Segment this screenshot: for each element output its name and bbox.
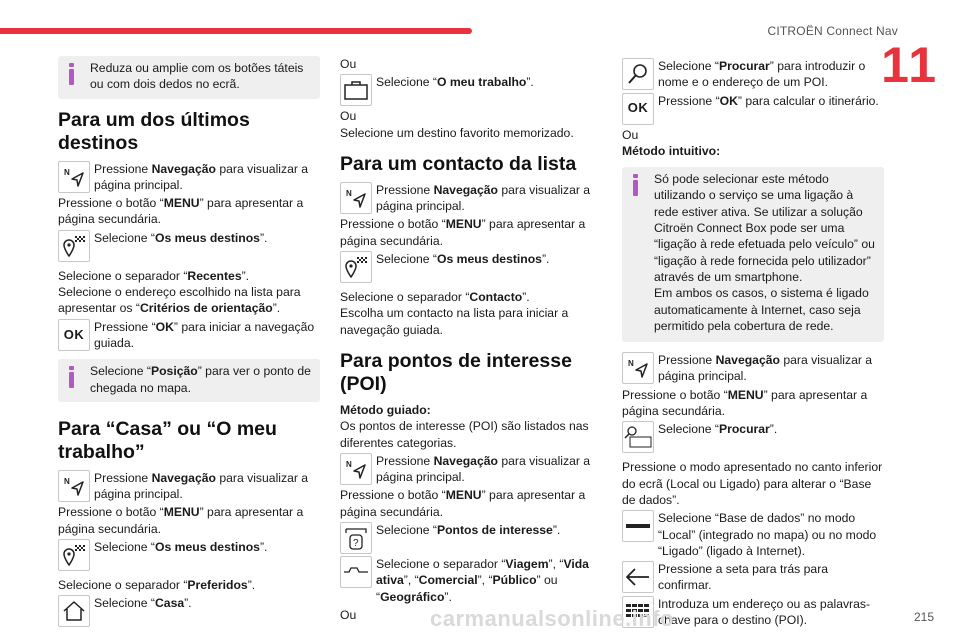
step-favorite: Selecione um destino favorito memorizado. bbox=[340, 125, 574, 140]
section-heading: Para um dos últimos destinos bbox=[58, 108, 250, 154]
step-choose-contact: Escolha um contacto na lista para iniciar a navegação guiada. bbox=[340, 306, 569, 337]
ok-button-icon: OK bbox=[58, 319, 90, 351]
poi-question-icon bbox=[340, 522, 372, 554]
search-abc-icon bbox=[622, 421, 654, 453]
chapter-number: 11 bbox=[881, 37, 938, 93]
step-my-destinations: Selecione “Os meus destinos”. bbox=[340, 251, 602, 283]
step-ok: OK Pressione “OK” para iniciar a navegação guiada. bbox=[58, 319, 320, 352]
info-note bbox=[622, 167, 884, 342]
header-title: CITROËN Connect Nav bbox=[767, 24, 898, 38]
step-ok: OK Pressione “OK” para calcular o itinerário. bbox=[622, 93, 884, 125]
step-select-category-tab: Selecione o separador “Viagem”, “Vida ativa”, “Comercial”, “Público” ou “Geográfico”. bbox=[340, 556, 602, 605]
column-3 bbox=[622, 56, 884, 630]
header-red-bar bbox=[0, 28, 472, 34]
note-text: Reduza ou amplie com os botões táteis ou com dois dedos no ecrã. bbox=[90, 61, 304, 92]
step-keywords: Introduza um endereço ou as palavras-chave para o destino (POI). bbox=[622, 596, 884, 629]
svg-text:N: N bbox=[64, 476, 70, 486]
step-search: Selecione “Procurar” para introduzir o nome e o endereço de um POI. bbox=[622, 58, 884, 91]
section-heading: Para “Casa” ou “O meu trabalho” bbox=[58, 417, 277, 463]
step-my-work: Selecione “O meu trabalho”. bbox=[340, 74, 602, 106]
svg-text:N: N bbox=[346, 188, 352, 198]
step-tab-recent: Selecione o separador “Recentes”. bbox=[58, 268, 250, 283]
info-icon bbox=[69, 366, 74, 388]
svg-text:N: N bbox=[64, 167, 70, 177]
step-navigation: N Pressione Navegação para visualizar a página principal. bbox=[340, 453, 602, 486]
watermark: carmanualsonline.info bbox=[430, 606, 674, 631]
navigation-icon bbox=[340, 182, 372, 214]
or-text: Ou bbox=[340, 109, 357, 124]
navigation-icon bbox=[58, 161, 90, 193]
step-home: Selecione “Casa”. bbox=[58, 595, 320, 627]
poi-description: Os pontos de interesse (POI) são listados nas diferentes categorias. bbox=[340, 419, 589, 450]
step-search: Selecione “Procurar”. bbox=[622, 421, 884, 453]
step-database: Selecione “Base de dados” no modo “Local” (integrado no mapa) ou no modo “Ligado” (ligado à Internet). bbox=[622, 510, 884, 559]
column-1 bbox=[58, 56, 320, 629]
step-back: Pressione a seta para trás para confirmar. bbox=[622, 561, 884, 594]
destination-pin-icon bbox=[58, 539, 90, 571]
step-my-destinations: Selecione “Os meus destinos”. bbox=[58, 539, 320, 571]
destination-pin-icon bbox=[58, 230, 90, 262]
step-my-destinations: Selecione “Os meus destinos”. bbox=[58, 230, 320, 262]
info-icon bbox=[633, 174, 638, 196]
step-tab-favorites: Selecione o separador “Preferidos”. bbox=[58, 578, 256, 593]
method-label: Método guiado: bbox=[340, 402, 431, 417]
back-arrow-icon bbox=[622, 561, 654, 593]
step-menu: Pressione o botão “MENU” para apresentar a página secundária. bbox=[58, 196, 304, 227]
ok-button-icon: OK bbox=[622, 93, 654, 125]
briefcase-icon bbox=[340, 74, 372, 106]
navigation-icon bbox=[58, 470, 90, 502]
svg-text:?: ? bbox=[353, 538, 359, 550]
step-navigation: N Pressione Navegação para visualizar a página principal. bbox=[58, 470, 320, 503]
step-tab-contact: Selecione o separador “Contacto”. bbox=[340, 290, 530, 305]
info-icon bbox=[69, 63, 74, 85]
section-heading: Para um contacto da lista bbox=[340, 152, 577, 175]
step-mode: Pressione o modo apresentado no canto inferior do ecrã (Local ou Ligado) para alterar o “Base de dados”. bbox=[622, 460, 883, 507]
method-label: Método intuitivo: bbox=[622, 143, 721, 158]
column-2 bbox=[340, 56, 602, 623]
navigation-icon bbox=[340, 453, 372, 485]
database-bar-icon bbox=[622, 510, 654, 542]
tabs-icon bbox=[340, 556, 372, 588]
or-text: Ou bbox=[340, 607, 357, 622]
step-menu: Pressione o botão “MENU” para apresentar a página secundária. bbox=[622, 387, 868, 419]
step-navigation: N Pressione Navegação para visualizar a página principal. bbox=[340, 182, 602, 215]
or-text: Ou bbox=[622, 127, 639, 142]
step-menu: Pressione o botão “MENU” para apresentar a página secundária. bbox=[340, 488, 586, 519]
or-text: Ou bbox=[340, 57, 357, 71]
step-navigation: N Pressione Navegação para visualizar a página principal. bbox=[622, 352, 884, 385]
step-menu: Pressione o botão “MENU” para apresentar a página secundária. bbox=[340, 217, 586, 248]
search-icon bbox=[622, 58, 654, 90]
note-text: Selecione “Posição” para ver o ponto de chegada no mapa. bbox=[90, 364, 311, 395]
svg-text:N: N bbox=[628, 359, 634, 369]
info-note bbox=[58, 56, 320, 99]
note-text: Só pode selecionar este método utilizando o serviço se uma ligação à rede estiver ativa. Se utilizar a solução Citroën Connect Box pode ser uma “ligação à rede efetuada pelo veículo” ou “ligação à rede fornecida pelo utilizador” através de um smartphone. bbox=[654, 172, 875, 284]
page-number: 215 bbox=[913, 610, 934, 624]
step-menu: Pressione o botão “MENU” para apresentar a página secundária. bbox=[58, 505, 304, 536]
svg-text:N: N bbox=[346, 459, 352, 469]
destination-pin-icon bbox=[340, 251, 372, 283]
section-heading: Para pontos de interesse (POI) bbox=[340, 349, 572, 395]
info-note bbox=[58, 359, 320, 402]
step-navigation: N Pressione Navegação para visualizar a página principal. bbox=[58, 161, 320, 194]
step-select-address: Selecione o endereço escolhido na lista para apresentar os “Critérios de orientação”. bbox=[58, 285, 301, 316]
home-icon bbox=[58, 595, 90, 627]
note-text: Em ambos os casos, o sistema é ligado automaticamente à Internet, caso seja permitido pela cobertura de rede. bbox=[654, 286, 869, 333]
navigation-icon bbox=[622, 352, 654, 384]
step-points-of-interest: ? Selecione “Pontos de interesse”. bbox=[340, 522, 602, 554]
